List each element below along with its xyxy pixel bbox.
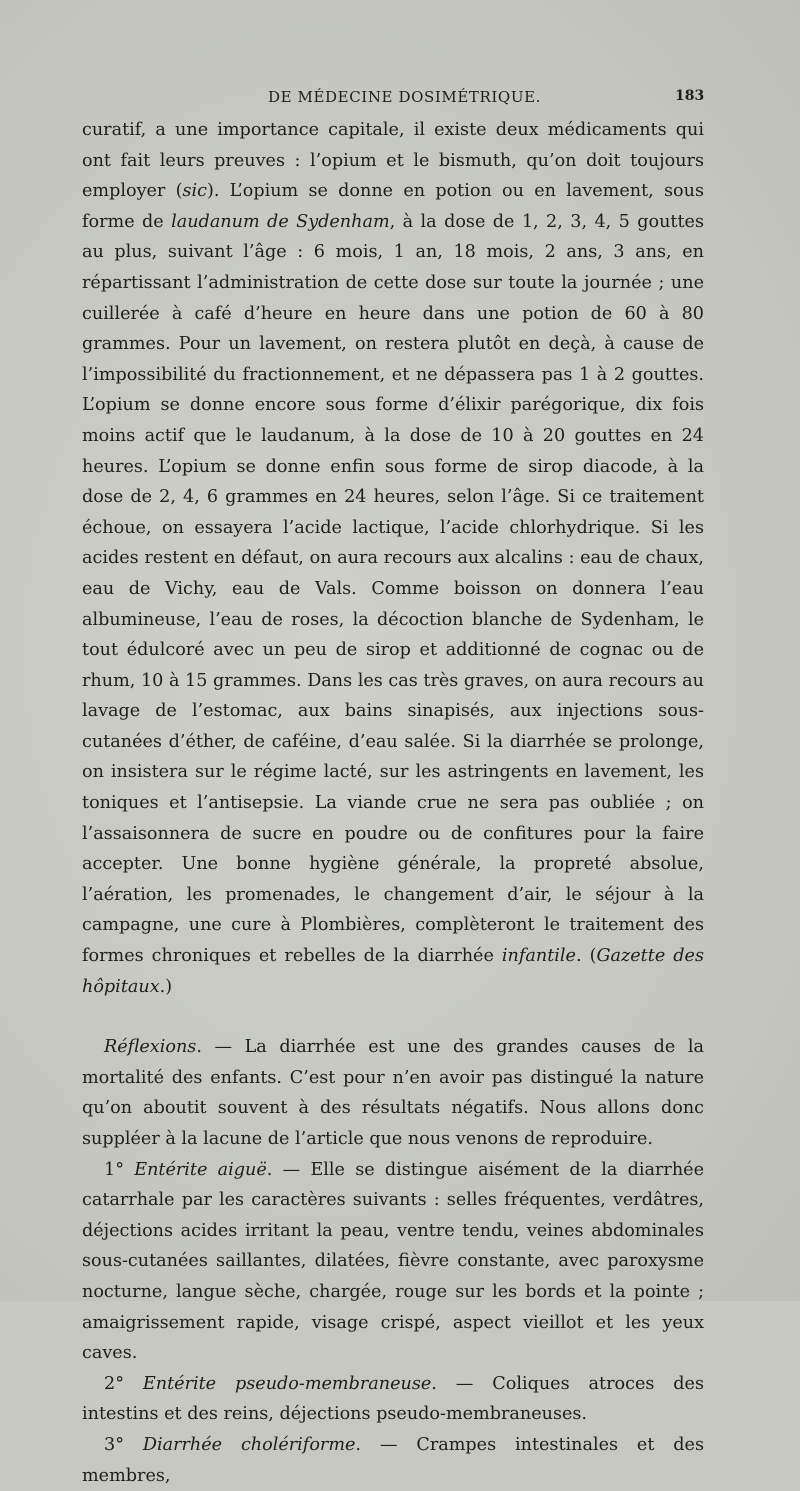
text-run: , à la dose de 1, 2, 3, 4, 5 gouttes au plus, suivant l’âge : 6 mois, 1 an, 18 mois, 2 ans, 3 ans, en répartissant l’administration de cette dose sur toute la journée ; une cuillerée à café d’heure en heure dans une potion de 60 à 80 grammes. Pour un lavement, on restera plutôt en deçà, à cause de l’impossibilité du fractionnement, et ne dépassera pas 1 à 2 gouttes. L’opium se donne encore sous forme d’élixir parégorique, dix fois moins actif que le laudanum, à la dose de 10 à 20 gouttes en 24 heures. L’opium se donne enfin sous forme de sirop diacode, à la dose de 2, 4, 6 grammes en 24 heures, selon l’âge. Si ce traitement échoue, on essayera l’acide lactique, l’acide chlorhydrique. Si les acides restent en défaut, on aura recours aux alcalins : eau de chaux, eau de Vichy, eau de Vals. Comme boisson on donnera l’eau albumineuse, l’eau de roses, la décoction blanche de Sydenham, le tout édulcoré avec un peu de sirop et additionné de cognac ou de rhum, 10 à 15 grammes. Dans les cas très graves, on aura recours au lavage de l’estomac, aux bains sinapisés, aux injections sous-cutanées d’éther, de caféine, d’eau salée. Si la diarrhée se prolonge, on insistera sur le régime lacté, sur les astringents en lavement, les toniques et l’antisepsie. La viande crue ne sera pas oubliée ; on l’assaisonnera de sucre en poudre ou de confitures pour la faire accepter. Une bonne hygiène générale, la propreté absolue, l’aération, les promenades, le changement d’air, le séjour à la campagne, une cure à Plombières, complèteront le traitement des formes chroniques et rebelles de la diarrhée — [82, 211, 705, 967]
italic-text: Diarrhée cholériforme — [142, 1434, 356, 1455]
text-run: 3° — [104, 1434, 143, 1455]
page-header — [0, 88, 800, 112]
text-run: . — La diarrhée est une des grandes causes de la mortalité des enfants. C’est pour n’en avoir pas distingué la nature qu’on aboutit souvent à des résultats négatifs. Nous allons donc suppléer à la lacune de l’article que nous venons de reproduire. — [82, 1037, 704, 1149]
italic-text: laudanum de Sydenham — [171, 211, 390, 232]
italic-text: Gazette des hôpitaux — [82, 946, 704, 997]
paragraph-enterite-pseudo-membraneuse — [82, 1369, 704, 1430]
text-run: 1° — [104, 1159, 135, 1180]
body-text — [82, 115, 704, 1491]
paragraph-treatment — [82, 115, 704, 1002]
paragraph-enterite-aigue — [82, 1155, 704, 1369]
text-run: .) — [159, 976, 173, 997]
italic-text: Entérite pseudo-membraneuse — [142, 1373, 432, 1394]
paragraph-reflexions — [82, 1032, 704, 1154]
italic-text: Entérite aiguë — [134, 1159, 267, 1180]
text-run: . ( — [575, 946, 597, 967]
text-run: . — Coliques atroces des intestins et des reins, déjections pseudo-membraneuses. — [82, 1373, 704, 1425]
text-run: curatif, a une importance capitale, il existe deux médicaments qui ont fait leurs preuves : l’opium et le bismuth, qu’on doit toujours employer ( — [82, 120, 704, 202]
italic-text: sic — [182, 181, 207, 202]
text-run: . — Crampes intestinales et des membres, — [82, 1434, 704, 1486]
italic-text: infantile — [501, 946, 576, 967]
paragraph-diarrhee-choleriforme — [82, 1430, 704, 1491]
running-title: DE MÉDECINE DOSIMÉTRIQUE. — [268, 88, 541, 106]
page-number: 183 — [675, 88, 705, 104]
text-run: . — Elle se distingue aisément de la diarrhée catarrhale par les caractères suivants : selles fréquentes, verdâtres, déjections acides irritant la peau, ventre tendu, veines abdominales sous-cutanées saillantes, dilatées, fièvre constante, avec paroxysme nocturne, langue sèche, chargée, rouge sur les bords et la pointe ; amaigrissement rapide, visage crispé, aspect vieillot et les yeux caves. — [82, 1159, 704, 1364]
text-run: ). L’opium se donne en potion ou en lavement, sous forme de — [82, 181, 704, 232]
text-run: 2° — [104, 1373, 143, 1394]
italic-text: Réflexions — [104, 1037, 197, 1058]
